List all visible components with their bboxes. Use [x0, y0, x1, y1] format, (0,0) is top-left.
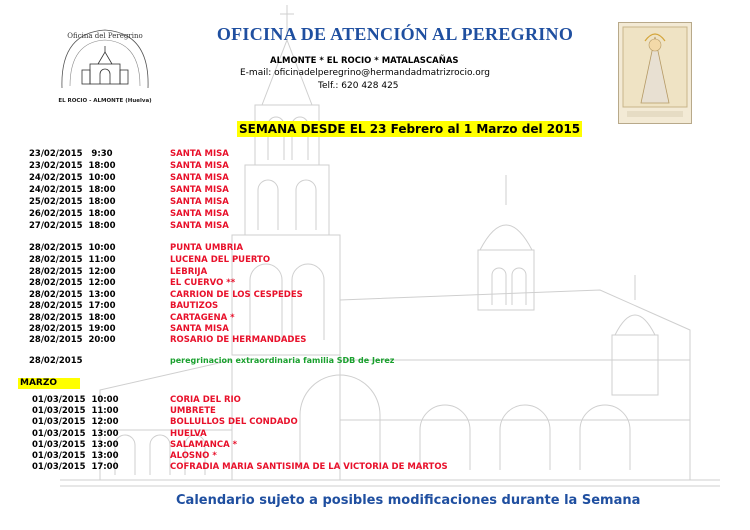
row-date: 28/02/2015 18:00 — [29, 313, 116, 323]
row-date: 01/03/2015 12:00 — [32, 417, 119, 427]
row-date: 24/02/2015 18:00 — [29, 185, 116, 195]
row-date: 01/03/2015 11:00 — [32, 406, 119, 416]
row-event: SANTA MISA — [170, 197, 229, 207]
schedule-row — [29, 172, 589, 184]
row-event: PUNTA UMBRIA — [170, 243, 244, 253]
schedule-row — [29, 300, 589, 312]
schedule-row — [32, 416, 592, 428]
row-event: BOLLULLOS DEL CONDADO — [170, 417, 298, 427]
row-date: 01/03/2015 13:00 — [32, 451, 119, 461]
schedule-row — [29, 160, 589, 172]
footer-note: Calendario sujeto a posibles modificaciones durante la Semana — [176, 493, 641, 508]
page-title: OFICINA DE ATENCIÓN AL PEREGRINO — [216, 24, 574, 44]
row-event: SALAMANCA * — [170, 440, 238, 450]
row-event: SANTA MISA — [170, 221, 229, 231]
row-date: 23/02/2015 18:00 — [29, 161, 116, 171]
places-line: ALMONTE * EL ROCIO * MATALASCAÑAS — [270, 56, 459, 66]
logo-arc-text: Oficina del Peregrino — [67, 32, 143, 40]
row-event: CARRION DE LOS CESPEDES — [170, 290, 303, 300]
row-event: SANTA MISA — [170, 185, 229, 195]
row-event: LUCENA DEL PUERTO — [170, 255, 271, 265]
row-event: ALOSNO * — [170, 451, 217, 461]
row-event: peregrinacion extraordinaria familia SDB de Jerez — [170, 356, 395, 365]
row-date: 01/03/2015 13:00 — [32, 440, 119, 450]
row-event: SANTA MISA — [170, 324, 229, 334]
row-date: 24/02/2015 10:00 — [29, 173, 116, 183]
row-date: 01/03/2015 13:00 — [32, 429, 119, 439]
month-label-marzo: MARZO — [18, 378, 80, 389]
phone-line: Telf.: 620 428 425 — [318, 81, 399, 91]
row-event: SANTA MISA — [170, 149, 229, 159]
row-date: 28/02/2015 17:00 — [29, 301, 116, 311]
row-date: 28/02/2015 11:00 — [29, 255, 116, 265]
row-date: 28/02/2015 — [29, 356, 83, 366]
schedule-row — [29, 355, 589, 367]
row-event: CORIA DEL RIO — [170, 395, 241, 405]
week-banner: SEMANA DESDE EL 23 Febrero al 1 Marzo del 2015 — [239, 122, 581, 136]
row-date: 28/02/2015 12:00 — [29, 278, 116, 288]
schedule-row — [29, 254, 589, 266]
schedule-row — [29, 148, 589, 160]
row-event: COFRADIA MARIA SANTISIMA DE LA VICTORIA DE MARTOS — [170, 462, 448, 472]
row-event: HUELVA — [170, 429, 207, 439]
row-date: 26/02/2015 18:00 — [29, 209, 116, 219]
logo-bottom-text: EL ROCIO - ALMONTE (Huelva) — [58, 98, 152, 104]
row-date: 28/02/2015 20:00 — [29, 335, 116, 345]
row-event: LEBRIJA — [170, 267, 208, 277]
schedule-row — [29, 242, 589, 254]
row-event: ROSARIO DE HERMANDADES — [170, 335, 307, 345]
row-date: 01/03/2015 17:00 — [32, 462, 119, 472]
row-date: 01/03/2015 10:00 — [32, 395, 119, 405]
row-date: 28/02/2015 19:00 — [29, 324, 116, 334]
row-date: 25/02/2015 18:00 — [29, 197, 116, 207]
row-event: UMBRETE — [170, 406, 216, 416]
schedule-row — [29, 208, 589, 220]
row-event: EL CUERVO ** — [170, 278, 236, 288]
virgin-portrait-image — [618, 22, 692, 124]
schedule-row — [32, 461, 592, 473]
schedule-row — [29, 334, 589, 346]
row-date: 28/02/2015 13:00 — [29, 290, 116, 300]
schedule-row — [29, 196, 589, 208]
row-event: SANTA MISA — [170, 161, 229, 171]
email-line: E-mail: oficinadelperegrino@hermandadmatrizrocio.org — [240, 68, 490, 78]
row-date: 28/02/2015 12:00 — [29, 267, 116, 277]
row-event: SANTA MISA — [170, 173, 229, 183]
schedule-row — [29, 184, 589, 196]
row-event: BAUTIZOS — [170, 301, 219, 311]
row-event: CARTAGENA * — [170, 313, 235, 323]
schedule-row — [29, 277, 589, 289]
row-date: 28/02/2015 10:00 — [29, 243, 116, 253]
row-event: SANTA MISA — [170, 209, 229, 219]
row-date: 23/02/2015 9:30 — [29, 149, 113, 159]
row-date: 27/02/2015 18:00 — [29, 221, 116, 231]
schedule-row — [29, 220, 589, 232]
